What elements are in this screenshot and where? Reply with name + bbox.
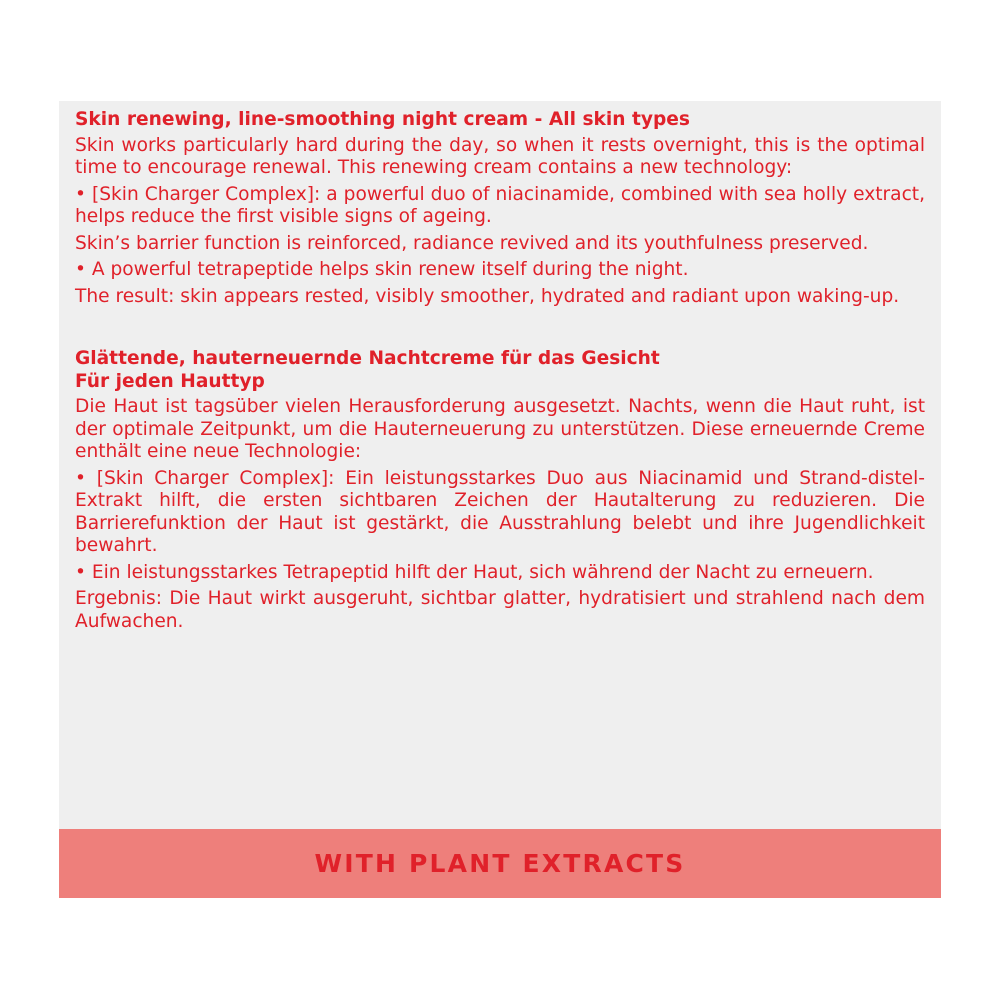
english-paragraph-result: The result: skin appears rested, visibly smoother, hydrated and radiant upon waking-up. <box>75 285 900 307</box>
german-paragraph-tetrapeptide: • Ein leistungsstarkes Tetrapeptid hilft der Haut, sich während der Nacht zu erneuern. <box>75 561 874 583</box>
english-heading: Skin renewing, line-smoothing night cream - All skin types <box>75 109 690 130</box>
english-paragraph-barrier: Skin’s barrier function is reinforced, radiance revived and its youthfulness preserved. <box>75 232 869 254</box>
plant-extracts-banner <box>59 829 941 898</box>
german-paragraph-result: Ergebnis: Die Haut wirkt ausgeruht, sichtbar glatter, hydratisiert und strahlend nach dem Aufwachen. <box>75 588 925 632</box>
german-paragraph-complex: • [Skin Charger Complex]: Ein leistungsstarkes Duo aus Niacinamid und Strand-distel-Extrakt hilft, die ersten sichtbaren Zeichen der Hautalterung zu reduzieren. Die Barrierefunktion der Haut ist gestärkt, die Ausstrahlung belebt und ihre Jugendlichkeit bewahrt. <box>75 467 925 556</box>
german-section <box>75 348 925 633</box>
english-paragraph-intro: Skin works particularly hard during the day, so when it rests overnight, this is the optimal time to encourage renewal. This renewing cream contains a new technology: <box>75 134 925 178</box>
banner-text: WITH PLANT EXTRACTS <box>314 849 686 878</box>
packaging-panel <box>59 101 941 898</box>
german-heading-line2: Für jeden Hauttyp <box>75 370 265 392</box>
german-paragraph-intro: Die Haut ist tagsüber vielen Herausforderung ausgesetzt. Nachts, wenn die Haut ruht, ist der optimale Zeitpunkt, um die Hauterneuerung zu unterstützen. Diese erneuernde Creme enthält eine neue Technologie: <box>75 396 925 462</box>
english-paragraph-tetrapeptide: • A powerful tetrapeptide helps skin renew itself during the night. <box>75 259 689 280</box>
german-heading-line1: Glättende, hauterneuernde Nachtcreme für das Gesicht <box>75 348 660 369</box>
english-paragraph-complex: • [Skin Charger Complex]: a powerful duo of niacinamide, combined with sea holly extract, helps reduce the first visible signs of ageing. <box>75 183 925 227</box>
english-section <box>75 109 925 308</box>
product-description <box>75 109 925 633</box>
